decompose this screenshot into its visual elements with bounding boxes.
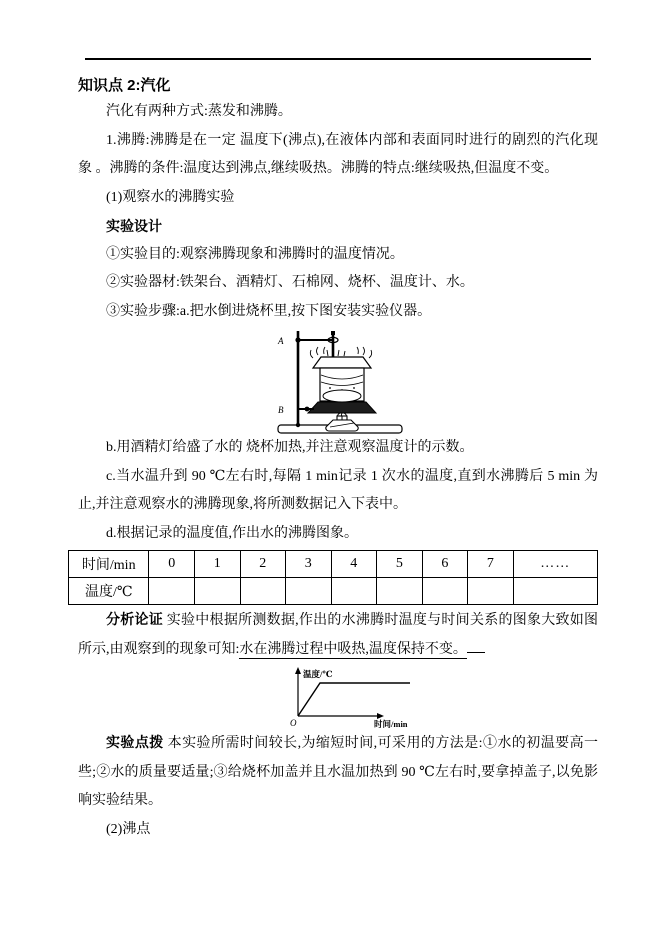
table-cell	[468, 578, 514, 605]
table-cell: 2	[240, 551, 286, 578]
section-title: 知识点 2:汽化	[78, 77, 171, 94]
table-cell: 0	[149, 551, 195, 578]
paragraph-tips	[78, 728, 598, 816]
heading-tips: 实验点拨	[106, 734, 164, 750]
paragraph-boiling-definition: 1.沸腾:沸腾是在一定 温度下(沸点),在液体内部和表面同时进行的剧烈的汽化现象 。沸腾的条件:温度达到沸点,继续吸热。沸腾的特点:继续吸热,但温度不变。	[78, 132, 598, 176]
table-cell	[240, 578, 286, 605]
heading-analysis: 分析论证	[106, 611, 164, 627]
table-cell: 7	[468, 551, 514, 578]
y-axis-arrow	[295, 667, 301, 674]
label-clamp-b: B	[278, 405, 284, 415]
beaker-lid	[313, 357, 371, 368]
analysis-text: 实验中根据所测数据,作出的水沸腾时温度与时间关系的图象大致如图所示,由观察到的现象可知:	[78, 613, 599, 657]
paragraph-boiling-point: (2)沸点	[106, 821, 151, 837]
heading-experiment-design: 实验设计	[106, 218, 162, 234]
paragraph-step-c: c.当水温升到 90 ℃左右时,每隔 1 min记录 1 次水的温度,直到水沸腾后 5 min 为止,并注意观察水的沸腾现象,将所测数据记入下表中。	[78, 468, 598, 512]
table-cell: 5	[377, 551, 423, 578]
label-clamp-a: A	[278, 336, 284, 346]
paragraph-step-b: b.用酒精灯给盛了水的 烧杯加热,并注意观察温度计的示数。	[106, 440, 474, 455]
table-cell	[149, 578, 195, 605]
graph-y-label: 温度/℃	[303, 669, 333, 679]
table-cell: 3	[286, 551, 332, 578]
graph-svg	[282, 666, 432, 728]
paragraph-materials: ②实验器材:铁架台、酒精灯、石棉网、烧杯、温度计、水。	[106, 275, 474, 290]
table-cell	[377, 578, 423, 605]
analysis-conclusion-underlined: 水在沸腾过程中吸热,温度保持不变。	[239, 641, 467, 657]
paragraph-observe-heading: (1)观察水的沸腾实验	[106, 189, 235, 205]
table-cell: 1	[195, 551, 241, 578]
table-cell: 温度/℃	[69, 578, 149, 605]
table-cell: ……	[513, 551, 597, 578]
tips-text: 本实验所需时间较长,为缩短时间,可采用的方法是:①水的初温要高一些;②水的质量要适量;③给烧杯加盖并且水温加热到 90 ℃左右时,要拿掉盖子,以免影响实验结果。	[78, 736, 598, 808]
paragraph-step-d: d.根据记录的温度值,作出水的沸腾图象。	[106, 525, 358, 541]
table-cell: 6	[422, 551, 468, 578]
paragraph-analysis	[78, 605, 598, 664]
graph-x-label: 时间/min	[374, 719, 408, 728]
header-rule	[85, 58, 591, 60]
table-cell: 4	[331, 551, 377, 578]
record-table	[68, 550, 598, 605]
table-cell: 时间/min	[69, 551, 149, 578]
paragraph-intro: 汽化有两种方式:蒸发和沸腾。	[106, 104, 292, 119]
wire-gauze	[308, 402, 376, 413]
paragraph-step-a: ③实验步骤:a.把水倒进烧杯里,按下图安装实验仪器。	[106, 303, 432, 319]
boiling-curve-graph	[282, 666, 432, 728]
document-body	[78, 58, 598, 844]
table-row-temperature	[69, 578, 598, 605]
temperature-curve	[298, 683, 410, 716]
table-cell	[195, 578, 241, 605]
graph-origin-label: O	[290, 718, 297, 728]
apparatus-svg	[270, 328, 410, 434]
table-cell	[331, 578, 377, 605]
paragraph-purpose: ①实验目的:观察沸腾现象和沸腾时的温度情况。	[106, 246, 404, 262]
table-cell	[513, 578, 597, 605]
table-cell	[286, 578, 332, 605]
underline-extension	[467, 638, 485, 653]
apparatus-diagram	[270, 328, 410, 434]
table-cell	[422, 578, 468, 605]
table-row-time	[69, 551, 598, 578]
